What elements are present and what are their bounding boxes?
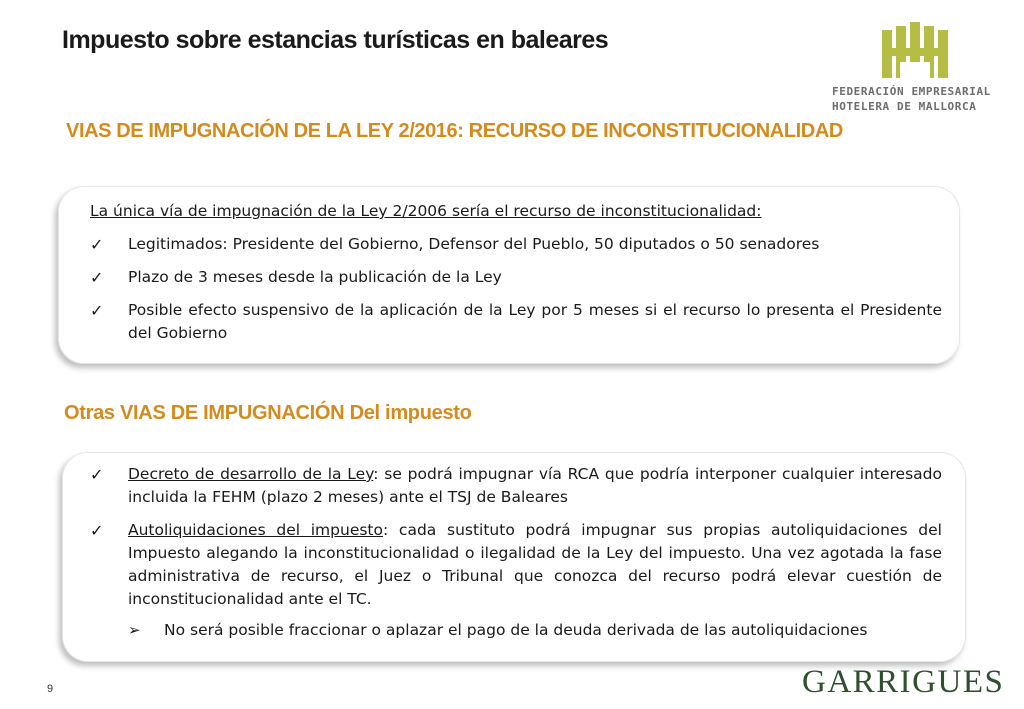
page-title: Impuesto sobre estancias turísticas en baleares — [62, 26, 609, 54]
checkmark-icon: ✓ — [90, 235, 104, 254]
sub-list-item-text: No será posible fraccionar o aplazar el pago de la deuda derivada de las autoliquidaciones — [164, 621, 868, 639]
list-item-text: Posible efecto suspensivo de la aplicación de la Ley por 5 meses si el recurso lo presenta el Presidente del Gobierno — [128, 301, 942, 342]
checkmark-icon: ✓ — [90, 521, 104, 540]
list-item-text: : se podrá impugnar vía RCA que podría interponer cualquier interesado incluida la FEHM (plazo 2 meses) ante el TSJ de Baleares — [128, 465, 942, 506]
sub-list-item — [90, 619, 942, 642]
list-item-text: Plazo de 3 meses desde la publicación de la Ley — [128, 268, 502, 286]
garrigues-logo: GARRIGUES — [802, 664, 1005, 700]
list-item-lead: Decreto de desarrollo de la Ley — [128, 465, 374, 483]
section1-content — [90, 200, 942, 355]
list-item — [90, 519, 942, 611]
checkmark-icon: ✓ — [90, 465, 104, 484]
arrow-right-icon: ➢ — [128, 621, 141, 639]
list-item-text: : cada sustituto podrá impugnar sus propias autoliquidaciones del Impuesto alegando la inconstitucionalidad o ilegalidad de la Ley del impuesto. Una vez agotada la fase administrativa de recurso, el Juez o Tribunal que conozca del recurso podrá elevar cuestión de inconstitucionalidad ante el TC. — [128, 521, 942, 608]
list-item-lead: Autoliquidaciones del impuesto — [128, 521, 383, 539]
list-item — [90, 233, 942, 256]
logo-text — [832, 84, 991, 114]
section1-intro: La única vía de impugnación de la Ley 2/2006 sería el recurso de inconstitucionalidad: — [90, 202, 762, 220]
section1-heading: VIAS DE IMPUGNACIÓN DE LA LEY 2/2016: RECURSO DE INCONSTITUCIONALIDAD — [66, 120, 843, 142]
list-item — [90, 299, 942, 345]
section2-heading: Otras VIAS DE IMPUGNACIÓN Del impuesto — [64, 402, 472, 424]
list-item — [90, 266, 942, 289]
checkmark-icon: ✓ — [90, 301, 104, 320]
logo-text-line1: FEDERACIÓN EMPRESARIAL — [832, 85, 991, 98]
list-item — [90, 463, 942, 509]
section2-content — [90, 463, 942, 642]
logo-text-line2: HOTELERA DE MALLORCA — [832, 100, 977, 113]
page-number: 9 — [47, 683, 54, 695]
checkmark-icon: ✓ — [90, 268, 104, 287]
list-item-text: Legitimados: Presidente del Gobierno, Defensor del Pueblo, 50 diputados o 50 senadores — [128, 235, 820, 253]
